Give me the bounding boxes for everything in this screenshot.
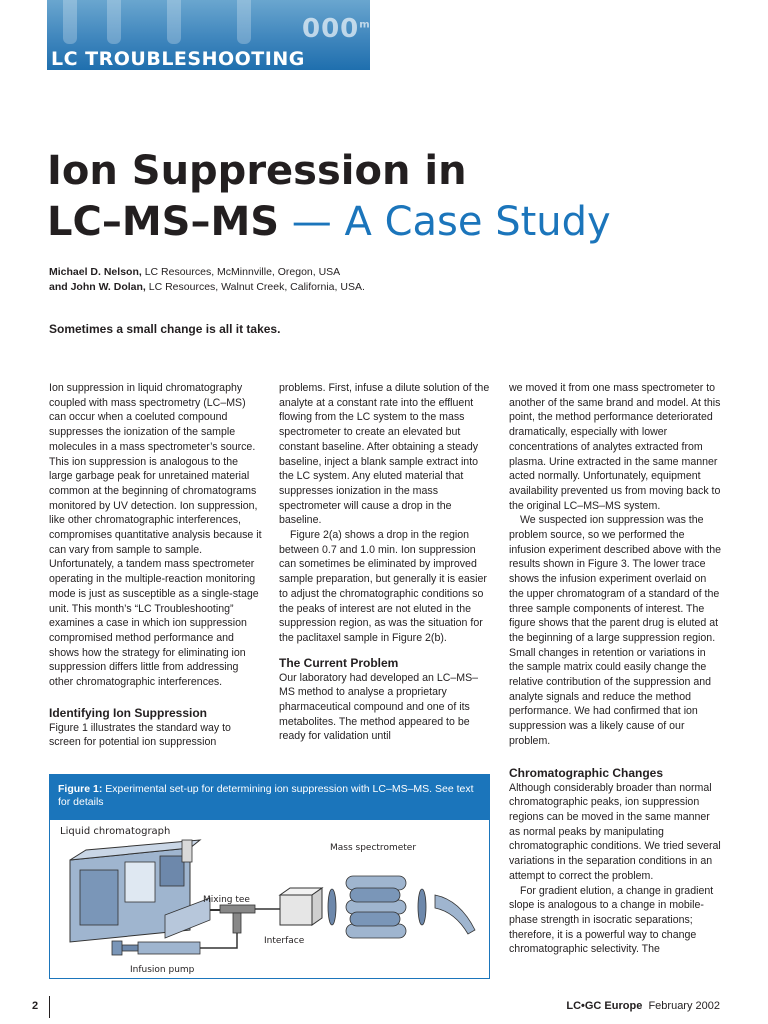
title-line-2-subtitle: — A Case Study [279, 199, 611, 245]
section-heading: Chromatographic Changes [509, 765, 664, 780]
banner-tube-graphic [63, 0, 77, 44]
body-column-2 [279, 381, 493, 744]
footer-divider [49, 996, 50, 1018]
paragraph: Figure 1 illustrates the standard way to screen for potential ion suppression [49, 721, 231, 749]
section-banner [47, 0, 376, 70]
title-line-1: Ion Suppression in [47, 148, 467, 194]
figure-caption-text: Experimental set-up for determining ion suppression with LC–MS–MS. See text for details [58, 783, 474, 808]
figure-caption-label: Figure 1: [58, 783, 103, 795]
section-label: LC TROUBLESHOOTING [51, 48, 305, 70]
paragraph: Figure 2(a) shows a drop in the region between 0.7 and 1.0 min. Ion suppression can sometimes be eliminated by improved sample preparation, but generally it is easier to adjust the chromatographic conditions so the peaks of interest are not eluted in the suppression region, as was the situation for the paclitaxel sample in Figure 2(b). [279, 529, 487, 644]
journal-name: LC•GC Europe [566, 1000, 643, 1012]
author-line [49, 280, 709, 295]
section-heading: The Current Problem [279, 655, 399, 670]
paragraph: we moved it from one mass spectrometer to another of the same brand and model. At this point, the method performance deteriorated dramatically, especially with lower concentrations of analytes extracted from plasma. Urine extracted in the same manner acted normally. Unfortunately, equipment availability prevented us from moving back to the original LC–MS–MS system. [509, 382, 721, 512]
page-number: 2 [32, 1000, 39, 1012]
liquid-chromatograph-illustration [70, 840, 210, 942]
title-line-2-bold: LC–MS–MS [47, 199, 280, 245]
mass-spectrometer-illustration [328, 876, 475, 938]
infusion-pump-illustration [112, 941, 200, 955]
paragraph: problems. First, infuse a dilute solution of the analyte at a constant rate into the effluent flowing from the LC system to the mass spectrometer to create an elevated but constant baseline. After obtaining a steady baseline, inject a blank sample extract into the LC system. Any eluted material that suppresses ionization in the mass spectrometer will cause a drop in the baseline. [279, 382, 490, 527]
lc-label: Liquid chromatograph [60, 826, 171, 837]
article-title [47, 146, 727, 248]
body-column-3 [509, 381, 721, 957]
paragraph: We suspected ion suppression was the problem source, so we performed the infusion experiment described above with the results shown in Figure 3. The lower trace shows the infusion experiment overlaid on the upper chromatogram of a standard of the three sample components of interest. The figure shows that the parent drug is eluted at the beginning of a large suppression region. Small changes in retention or variations in the sample matrix could easily change the relative contribution of the suppression and analyte signals and reduce the method performance. We had confirmed that ion suppression was a likely cause of our problem. [509, 514, 721, 747]
setup-diagram [50, 820, 488, 977]
banner-display-graphic: $000^{ml}$ [302, 14, 376, 44]
figure-1 [49, 774, 490, 979]
banner-tube-graphic [107, 0, 121, 44]
interface-label: Interface [264, 936, 305, 946]
issue-date: February 2002 [648, 1000, 720, 1012]
author-line [49, 265, 709, 280]
paragraph: For gradient elution, a change in gradient slope is analogous to a change in mobile-phase strength in isocratic separations; therefore, it is a powerful way to change chromatographic selectivity. The [509, 884, 714, 956]
author-name: Michael D. Nelson, [49, 266, 142, 278]
infusion-pump-label: Infusion pump [130, 965, 195, 975]
interface-illustration [280, 888, 322, 925]
paragraph: Ion suppression in liquid chromatography coupled with mass spectrometry (LC–MS) can occur when a coeluted compound suppresses the ionization of the sample molecules in a mass spectrometer’s source. This ion suppression is analogous to the large garbage peak for unretained material common at the beginning of chromatograms monitored by UV detection. Ion suppression, like other chromatographic interferences, compromises quantitative analysis because it can vary from sample to sample. Unfortunately, a tandem mass spectrometer operating in the multiple-reaction monitoring mode is just as susceptible as a single-stage unit. This month’s “LC Troubleshooting” examines a case in which ion suppression compromised method performance and shows how the strategy for eliminating ion suppression differs little from addressing other chromatographic interferences. [49, 382, 262, 689]
banner-tube-graphic [237, 0, 251, 44]
banner-tube-graphic [167, 0, 181, 44]
paragraph: Our laboratory had developed an LC–MS–MS method to analyse a proprietary pharmaceutical compound and one of its metabolites. The method appeared to be ready for validation until [279, 671, 479, 743]
author-name: and John W. Dolan, [49, 281, 146, 293]
author-block [49, 265, 709, 295]
mixing-tee-illustration [220, 905, 255, 933]
author-affiliation: LC Resources, McMinnville, Oregon, USA [141, 266, 341, 278]
paragraph: Although considerably broader than normal chromatographic peaks, ion suppression regions can be moved in the same manner as normal peaks by manipulating chromatographic conditions. We tried several variations in the separation conditions in an attempt to correct the problem. [509, 781, 721, 882]
body-column-1 [49, 381, 263, 750]
footer-journal [566, 1000, 720, 1012]
author-affiliation: LC Resources, Walnut Creek, California, USA. [145, 281, 365, 293]
mixing-tee-label: Mixing tee [203, 895, 250, 905]
figure-caption [50, 775, 489, 820]
article-lede: Sometimes a small change is all it takes. [49, 322, 281, 336]
mass-spectrometer-label: Mass spectrometer [330, 843, 417, 853]
section-heading: Identifying Ion Suppression [49, 705, 208, 720]
